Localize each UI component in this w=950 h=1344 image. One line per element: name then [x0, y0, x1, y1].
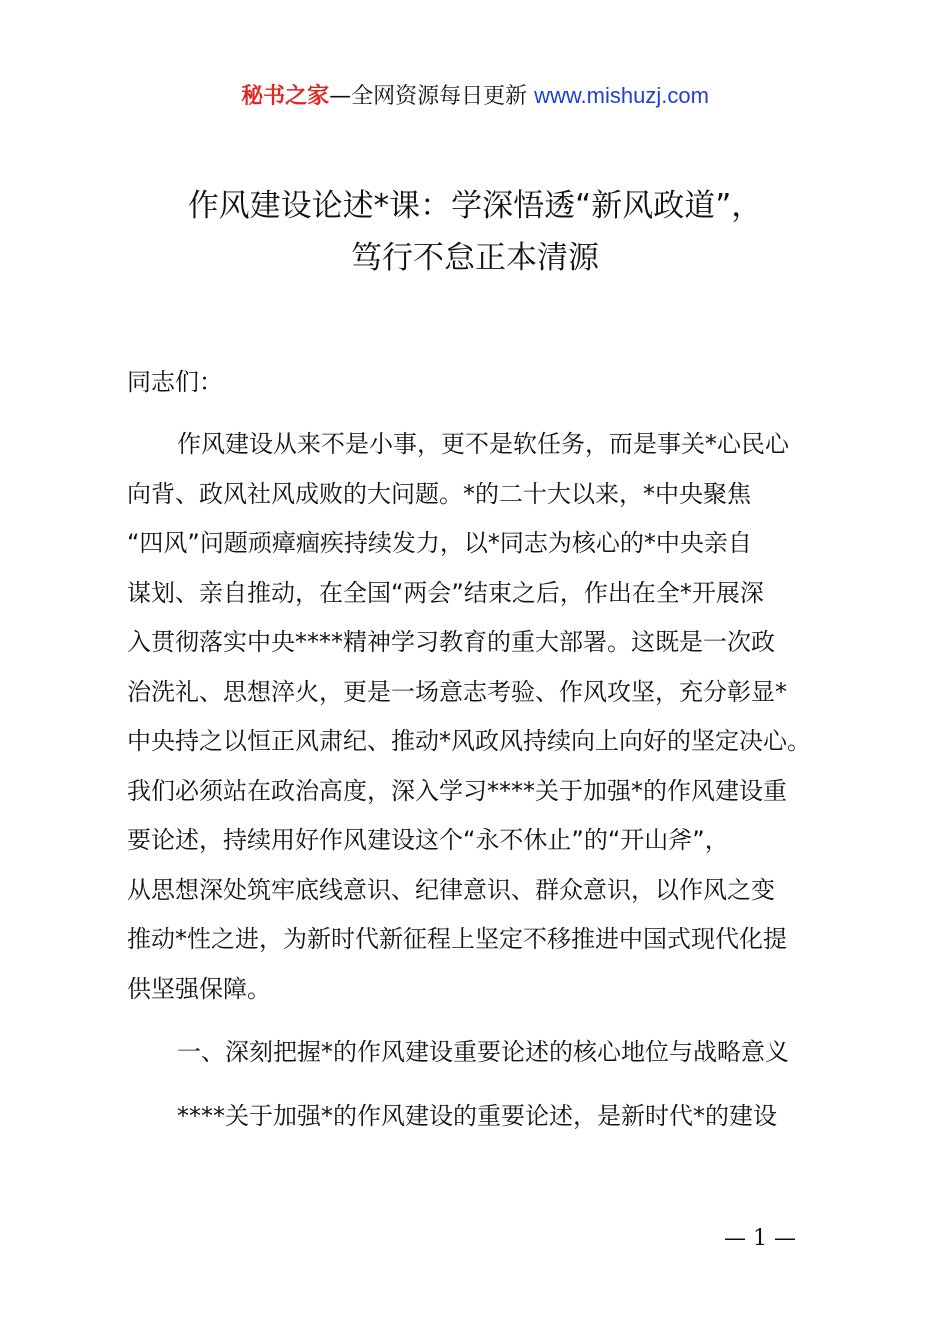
- site-header: [0, 80, 950, 113]
- paragraph-line: 向背、政风社风成败的大问题。*的二十大以来，*中央聚焦: [127, 479, 751, 508]
- paragraph-line: 入贯彻落实中央****精神学习教育的重大部署。这既是一次政: [127, 628, 775, 656]
- paragraph-2-line: ****关于加强*的作风建设的重要论述，是新时代*的建设: [177, 1102, 777, 1130]
- document-title: [60, 180, 890, 284]
- title-line-2: 笃行不怠正本清源: [351, 240, 599, 276]
- paragraph-line: 作风建设从来不是小事，更不是软任务，而是事关*心民心: [177, 430, 789, 458]
- page-number: — 1 —: [724, 1226, 796, 1251]
- site-url-link[interactable]: www.mishuzj.com: [534, 83, 709, 108]
- paragraph-line: 要论述，持续用好作风建设这个“永不休止”的“开山斧”，: [127, 826, 729, 854]
- section-heading-1: 一、深刻把握*的作风建设重要论述的核心地位与战略意义: [177, 1038, 789, 1066]
- paragraph-line: 从思想深处筑牢底线意识、纪律意识、群众意识，以作风之变: [127, 875, 775, 904]
- salutation: 同志们：: [127, 368, 223, 396]
- paragraph-line: 中央持之以恒正风肃纪、推动*风政风持续向上向好的坚定决心。: [127, 727, 811, 755]
- site-tagline: —全网资源每日更新: [329, 84, 528, 109]
- paragraph-line: 我们必须站在政治高度，深入学习****关于加强*的作风建设重: [127, 776, 787, 805]
- paragraph-line: “四风”问题顽瘴痼疾持续发力，以*同志为核心的*中央亲自: [127, 529, 752, 557]
- paragraph-line: 治洗礼、思想淬火，更是一场意志考验、作风攻坚，充分彰显*: [127, 677, 787, 706]
- paragraph-line: 谋划、亲自推动，在全国“两会”结束之后，作出在全*开展深: [127, 578, 764, 607]
- paragraph-1: [127, 420, 847, 1014]
- paragraph-line: 推动*性之进，为新时代新征程上坚定不移推进中国式现代化提: [127, 925, 787, 953]
- paragraph-line: 供坚强保障。: [127, 974, 271, 1003]
- site-brand: 秘书之家: [241, 84, 330, 109]
- title-line-1: 作风建设论述*课：学深悟透“新风政道”，: [187, 188, 763, 224]
